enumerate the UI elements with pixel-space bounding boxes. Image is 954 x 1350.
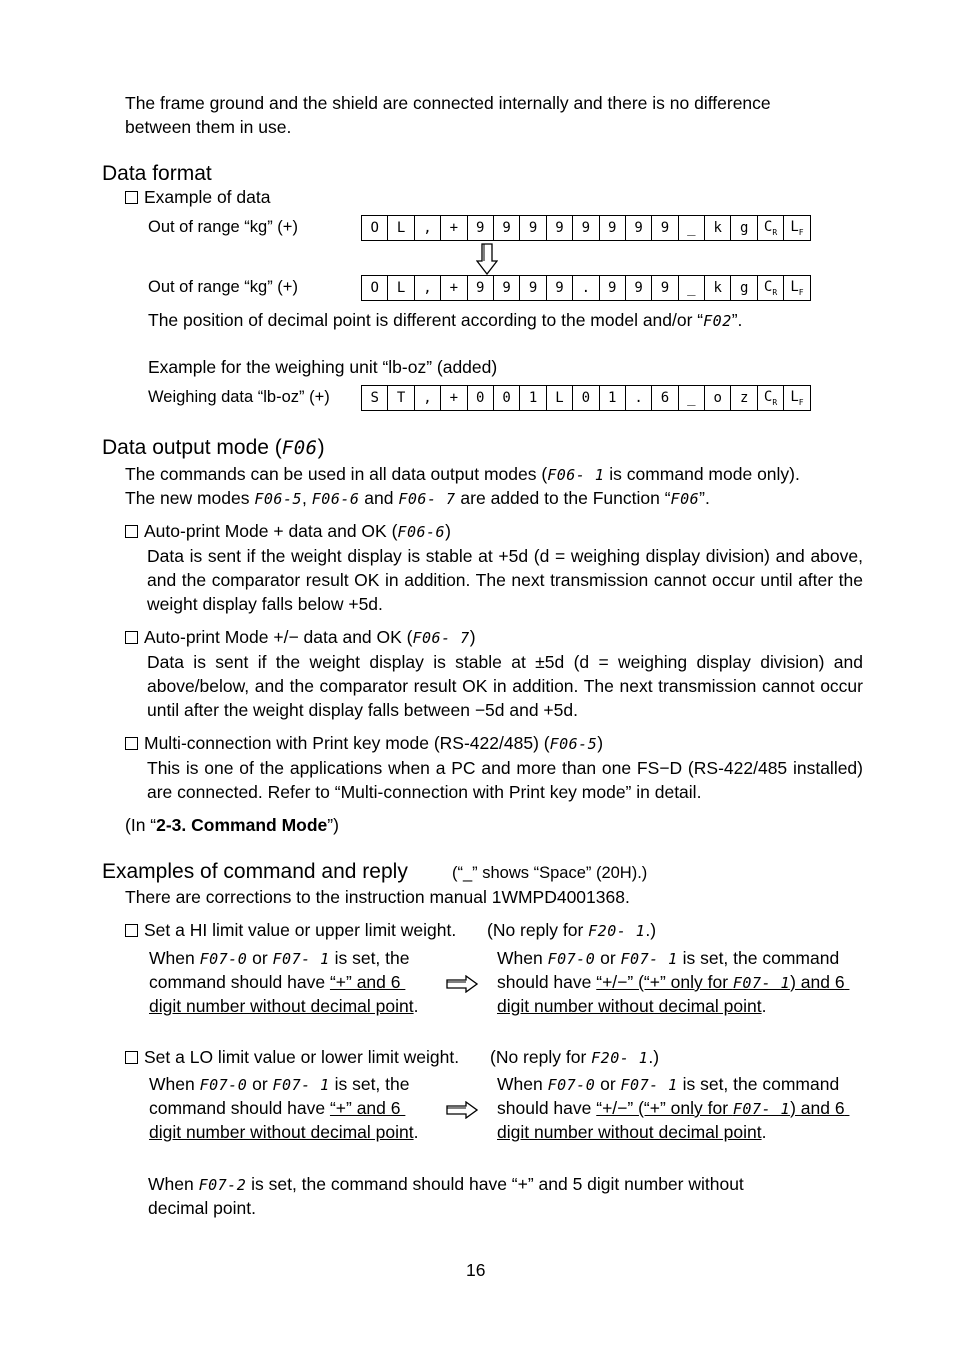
checkbox-icon — [125, 631, 138, 644]
data-format-row-3 — [361, 385, 811, 411]
item1-title: Auto-print Mode + data and OK (F06-6) — [125, 521, 451, 542]
row2-label: Out of range “kg” (+) — [148, 278, 298, 296]
hi-no-reply: (No reply for F20- 1.) — [487, 920, 657, 940]
data-cell: S — [362, 386, 388, 411]
final-note-line-2: decimal point. — [148, 1198, 256, 1218]
final-note-line-1: When F07-2 is set, the command should have “+” and 5 digit number without — [148, 1174, 744, 1194]
checkbox-icon — [125, 191, 138, 204]
data-cell: , — [414, 386, 440, 411]
data-cell: 9 — [599, 276, 625, 301]
data-format-row-2 — [361, 275, 811, 301]
checkbox-icon — [125, 924, 138, 937]
data-cell: , — [414, 216, 440, 241]
data-cell: 0 — [467, 386, 493, 411]
lo-left-line-3: digit number without decimal point. — [149, 1122, 419, 1142]
data-cell: 9 — [573, 216, 599, 241]
data-cell: 1 — [599, 386, 625, 411]
data-cell: 9 — [467, 216, 493, 241]
data-cell: k — [705, 276, 731, 301]
lo-right-line-3: digit number without decimal point. — [497, 1122, 767, 1142]
data-cell: $C_R$ — [757, 216, 783, 241]
checkbox-icon — [125, 737, 138, 750]
example-of-data-text: Example of data — [144, 187, 271, 207]
page-number: 16 — [466, 1260, 486, 1280]
lo-title: Set a LO limit value or lower limit weight. — [125, 1047, 459, 1068]
data-cell: k — [705, 216, 731, 241]
intro-line-1: The frame ground and the shield are connected internally and there is no difference — [125, 93, 771, 113]
row3-label: Weighing data “lb-oz” (+) — [148, 388, 330, 406]
arrow-right-icon — [446, 1101, 478, 1119]
item2-title: Auto-print Mode +/− data and OK (F06- 7) — [125, 627, 476, 648]
data-cell: _ — [678, 276, 704, 301]
data-cell: + — [441, 386, 467, 411]
hi-left-line-2: command should have “+” and 6 — [149, 972, 401, 992]
lo-no-reply: (No reply for F20- 1.) — [490, 1047, 660, 1067]
data-cell: z — [731, 386, 757, 411]
item3-body: This is one of the applications when a PC and more than one FS−D (RS-422/485 installed) are connected. Refer to “Multi-connection with Print key mode” in detail. — [147, 758, 863, 802]
checkbox-icon — [125, 1051, 138, 1064]
data-format-row-1 — [361, 215, 811, 241]
output-mode-heading: Data output mode (F06) — [102, 436, 325, 459]
data-cell: + — [441, 276, 467, 301]
data-cell: T — [388, 386, 414, 411]
data-cell: 9 — [625, 216, 651, 241]
data-cell: L — [388, 216, 414, 241]
data-cell: 0 — [573, 386, 599, 411]
lo-right-line-2: should have “+/−” (“+” only for F07- 1) and 6 — [497, 1098, 845, 1118]
data-cell: 9 — [520, 216, 546, 241]
hi-right-line-2: should have “+/−” (“+” only for F07- 1) and 6 — [497, 972, 845, 992]
data-cell: 1 — [520, 386, 546, 411]
data-cell: 9 — [625, 276, 651, 301]
data-cell: 9 — [599, 216, 625, 241]
data-cell: 9 — [546, 276, 572, 301]
function-code: F02 — [703, 312, 732, 330]
output-mode-p2: The new modes F06-5, F06-6 and F06- 7 are added to the Function “F06”. — [125, 488, 710, 508]
arrow-down-icon — [476, 243, 498, 275]
data-cell: 9 — [652, 276, 678, 301]
data-cell: $L_F$ — [784, 216, 810, 241]
data-cell: . — [573, 276, 599, 301]
data-cell: L — [546, 386, 572, 411]
data-cell: + — [441, 216, 467, 241]
data-cell: $C_R$ — [757, 276, 783, 301]
data-cell: o — [705, 386, 731, 411]
data-cell: 9 — [520, 276, 546, 301]
data-cell: . — [625, 386, 651, 411]
item2-body: Data is sent if the weight display is stable at ±5d (d = weighing display division) and above/below, and the comparator result OK in addition. The next transmission cannot occur until after the weight display falls between −5d and +5d. — [147, 652, 863, 720]
row1-label: Out of range “kg” (+) — [148, 218, 298, 236]
data-format-heading: Data format — [102, 162, 212, 185]
hi-right-line-3: digit number without decimal point. — [497, 996, 767, 1016]
hi-right-line-1: When F07-0 or F07- 1 is set, the command — [497, 948, 840, 968]
output-mode-p1: The commands can be used in all data output modes (F06- 1 is command mode only). — [125, 464, 800, 484]
data-cell: 9 — [546, 216, 572, 241]
command-mode-reference: (In “2-3. Command Mode”) — [125, 815, 339, 835]
checkbox-icon — [125, 525, 138, 538]
example-of-data-label — [125, 187, 270, 208]
data-cell: O — [362, 276, 388, 301]
data-cell: g — [731, 276, 757, 301]
data-cell: $C_R$ — [757, 386, 783, 411]
arrow-right-icon — [446, 975, 478, 993]
data-cell: _ — [678, 216, 704, 241]
data-cell: 9 — [652, 216, 678, 241]
data-cell: $L_F$ — [784, 276, 810, 301]
data-cell: _ — [678, 386, 704, 411]
space-note: (“_” shows “Space” (20H).) — [452, 864, 648, 882]
data-cell: 9 — [467, 276, 493, 301]
lo-left-line-2: command should have “+” and 6 — [149, 1098, 401, 1118]
data-cell: O — [362, 216, 388, 241]
data-cell: 9 — [493, 216, 519, 241]
hi-left-line-3: digit number without decimal point. — [149, 996, 419, 1016]
data-cell: 9 — [493, 276, 519, 301]
hi-left-line-1: When F07-0 or F07- 1 is set, the — [149, 948, 410, 968]
data-cell: g — [731, 216, 757, 241]
intro-line-2: between them in use. — [125, 117, 292, 137]
item3-title: Multi-connection with Print key mode (RS-422/485) (F06-5) — [125, 733, 603, 754]
data-cell: 6 — [652, 386, 678, 411]
lboz-title: Example for the weighing unit “lb-oz” (added) — [148, 357, 498, 377]
data-cell: $L_F$ — [784, 386, 810, 411]
hi-title: Set a HI limit value or upper limit weight. — [125, 920, 456, 941]
examples-heading: Examples of command and reply — [102, 860, 408, 883]
lo-right-line-1: When F07-0 or F07- 1 is set, the command — [497, 1074, 840, 1094]
decimal-note: The position of decimal point is different according to the model and/or “F02”. — [148, 310, 743, 330]
data-cell: , — [414, 276, 440, 301]
corrections-note: There are corrections to the instruction manual 1WMPD4001368. — [125, 887, 630, 907]
lo-left-line-1: When F07-0 or F07- 1 is set, the — [149, 1074, 410, 1094]
item1-body: Data is sent if the weight display is stable at +5d (d = weighing display division) and above, and the comparator result OK in addition. The next transmission cannot occur until after the weight display falls below +5d. — [147, 546, 863, 614]
data-cell: L — [388, 276, 414, 301]
data-cell: 0 — [493, 386, 519, 411]
